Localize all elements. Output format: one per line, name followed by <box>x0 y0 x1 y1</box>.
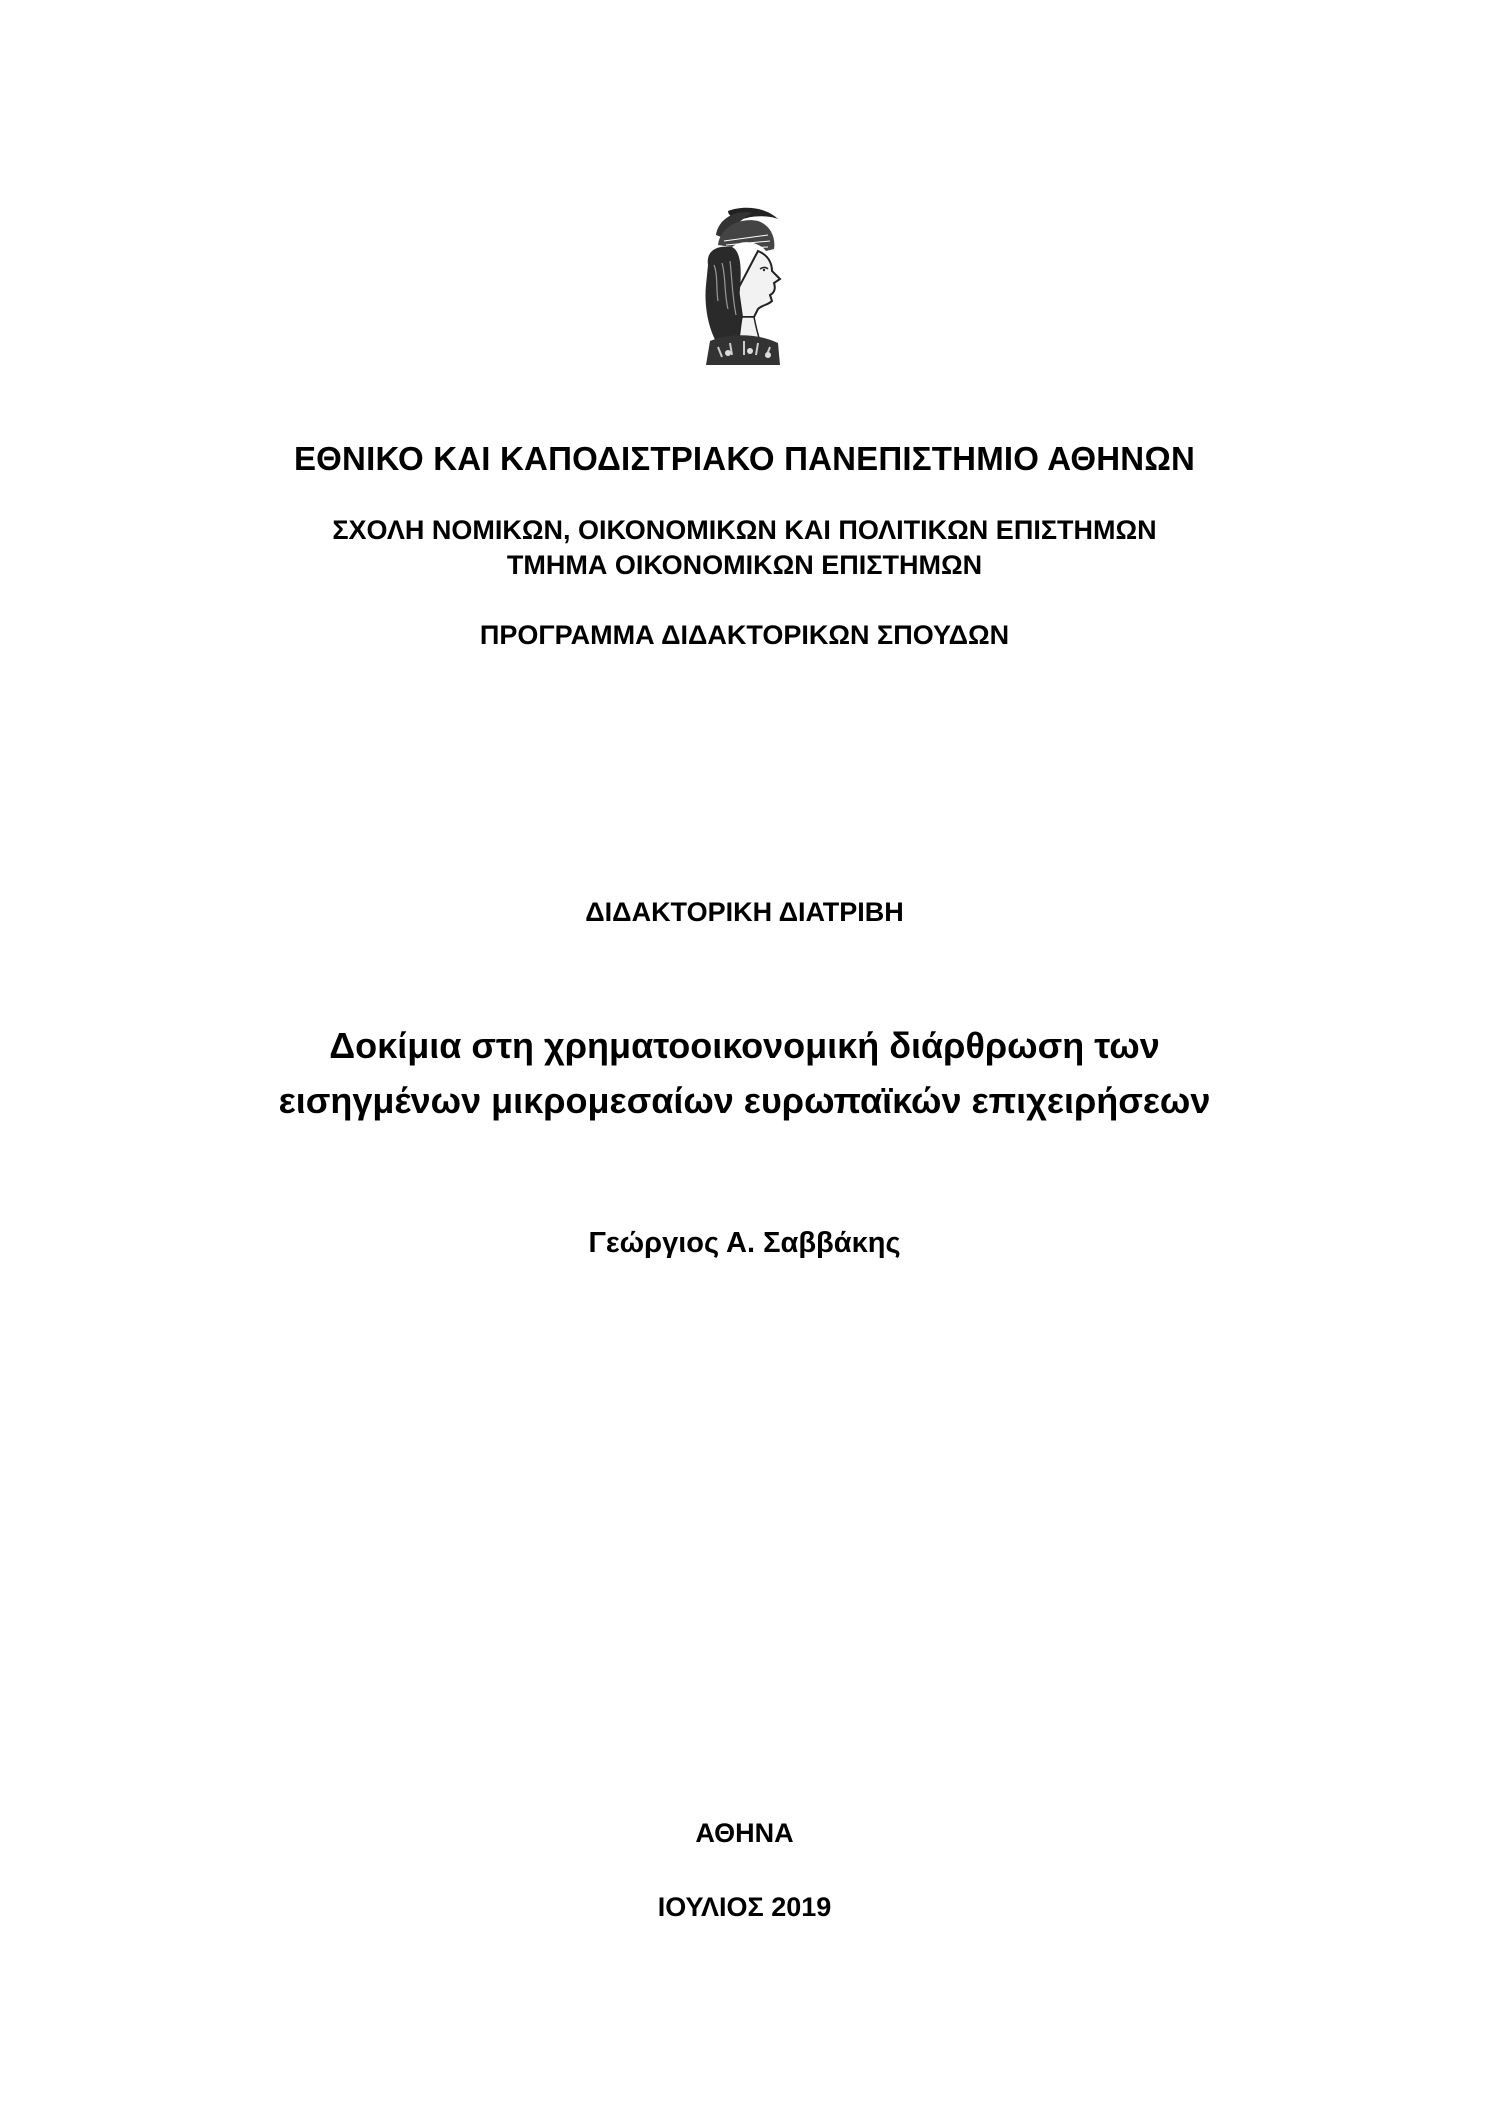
school-name: ΣΧΟΛΗ ΝΟΜΙΚΩΝ, ΟΙΚΟΝΟΜΙΚΩΝ ΚΑΙ ΠΟΛΙΤΙΚΩΝ ΕΠΙΣΤΗΜΩΝ <box>332 515 1157 545</box>
program-name: ΠΡΟΓΡΑΜΜΑ ΔΙΔΑΚΤΟΡΙΚΩΝ ΣΠΟΥΔΩΝ <box>479 620 1010 650</box>
thesis-title-line-1: Δοκίμια στη χρηματοοικονομική διάρθρωση των <box>329 1025 1160 1066</box>
document-type: ΔΙΔΑΚΤΟΡΙΚΗ ΔΙΑΤΡΙΒΗ <box>585 897 904 927</box>
city: ΑΘΗΝΑ <box>695 1818 794 1848</box>
author-name: Γεώργιος Α. Σαββάκης <box>588 1227 901 1259</box>
date: ΙΟΥΛΙΟΣ 2019 <box>657 1892 832 1922</box>
department-name: ΤΜΗΜΑ ΟΙΚΟΝΟΜΙΚΩΝ ΕΠΙΣΤΗΜΩΝ <box>506 550 983 580</box>
athena-head-icon <box>688 205 798 367</box>
university-name: ΕΘΝΙΚΟ ΚΑΙ ΚΑΠΟΔΙΣΤΡΙΑΚΟ ΠΑΝΕΠΙΣΤΗΜΙΟ ΑΘΗΝΩΝ <box>293 440 1196 477</box>
thesis-title-line-2: εισηγμένων μικρομεσαίων ευρωπαϊκών επιχειρήσεων <box>278 1080 1211 1121</box>
